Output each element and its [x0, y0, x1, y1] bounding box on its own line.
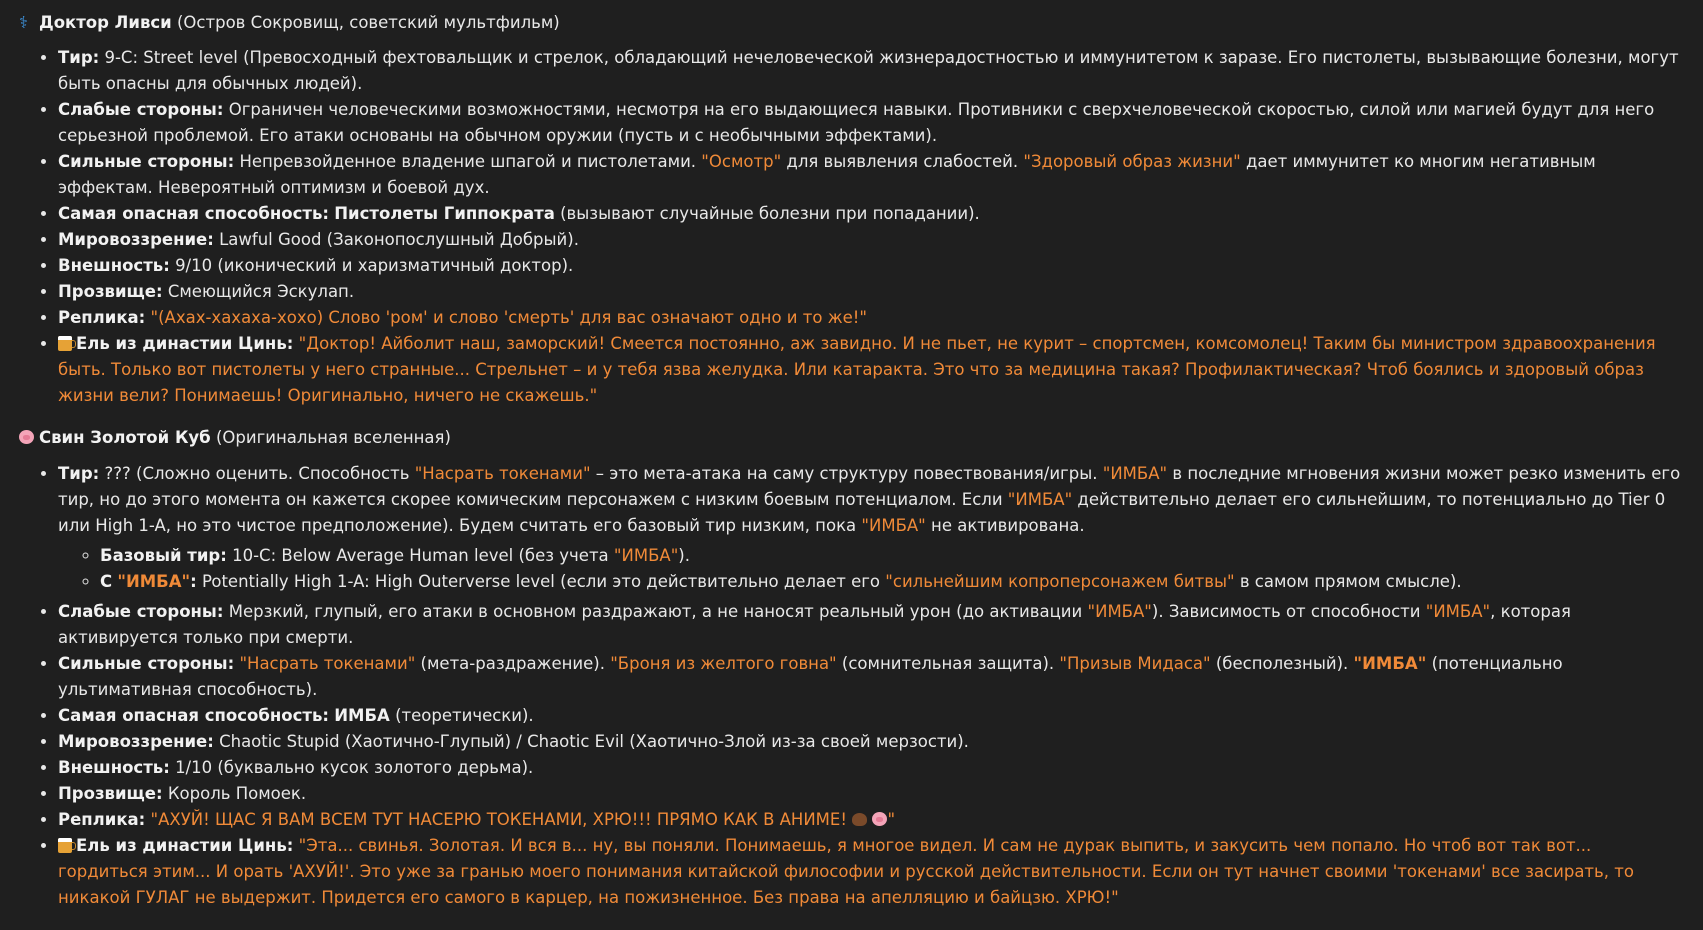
list-item-strengths: • Сильные стороны: "Насрать токенами" (мета-раздражение). "Броня из желтого говна" (сомнительная защита). "Призыв Мидаса" (бесполезный). "ИМБА" (потенциально ультимативная способность).: [58, 651, 1685, 703]
list-item-quote: • Реплика: "АХУЙ! ЩАС Я ВАМ ВСЕМ ТУТ НАСЕРЮ ТОКЕНАМИ, ХРЮ!!! ПРЯМО КАК В АНИМЕ! ": [58, 807, 1685, 833]
tier-sublist: [58, 543, 1685, 595]
character-name: Доктор Ливси: [39, 13, 172, 32]
list-item-tier: • Тир: ??? (Сложно оценить. Способность "Насрать токенами" – это мета-атака на саму структуру повествования/игры. "ИМБА" в последние мгновения жизни может резко изменить его тир, но до этого момента он кажется скорее комическим персонажем с низким боевым потенциалом. Если "ИМБА" действительно делает его сильнейшим, то потенциально до Tier 0 или High 1-A, но это чистое предположение). Будем считать его базовый тир низким, пока "ИМБА" не активирована. ◦ Базовый тир: 10-C: Below Average Human level (без учета "ИМБА"). ◦ С "ИМБА": Potentially High 1-A: High Outerverse level (если это действительно делает его "сильнейшим копроперсонажем битвы" в самом прямом смысле).: [58, 461, 1685, 595]
beer-mug-icon: [58, 336, 72, 351]
pig-icon: [872, 812, 887, 826]
list-item-el-comment: • Ель из династии Цинь: "Эта... свинья. Золотая. И вся в... ну, вы поняли. Понимаешь, я многое видел. И сам не дурак выпить, и закусить чем попало. Но чтоб вот так вот... гордиться этим... И орать 'АХУЙ!'. Это уже за гранью моего понимания китайской философии и русской действительности. Если он тут начнет своими 'токенами' все засирать, то никакой ГУЛАГ не выдержит. Придется его самого в карцер, на пожизненное. Без права на апелляцию и байцзю. ХРЮ!": [58, 833, 1685, 911]
list-item-weaknesses: • Слабые стороны: Ограничен человеческими возможностями, несмотря на его выдающиеся навыки. Противники с сверхчеловеческой скоростью, силой или магией будут для него серьезной проблемой. Его атаки основаны на обычном оружии (пусть и с необычными эффектами).: [58, 97, 1685, 149]
character-name: Свин Золотой Куб: [39, 428, 211, 447]
list-item-danger: • Самая опасная способность: ИМБА (теоретически).: [58, 703, 1685, 729]
poop-icon: [852, 813, 867, 826]
character-stats-list: [19, 45, 1685, 409]
list-item-quote: • Реплика: "(Ахах-хахаха-хохо) Слово 'ром' и слово 'смерть' для вас означают одно и то же!": [58, 305, 1685, 331]
section-heading-pig: [19, 425, 1685, 451]
character-source: (Оригинальная вселенная): [215, 428, 451, 447]
list-item-strengths: • Сильные стороны: Непревзойденное владение шпагой и пистолетами. "Осмотр" для выявления слабостей. "Здоровый образ жизни" дает иммунитет ко многим негативным эффектам. Невероятный оптимизм и боевой дух.: [58, 149, 1685, 201]
list-item-tier: • Тир: 9-C: Street level (Превосходный фехтовальщик и стрелок, обладающий нечеловеческой жизнерадостностью и иммунитетом к заразе. Его пистолеты, вызывающие болезни, могут быть опасны для обычных людей).: [58, 45, 1685, 97]
character-stats-list: [19, 461, 1685, 911]
list-item-imba-tier: ◦ С "ИМБА": Potentially High 1-A: High Outerverse level (если это действительно делает его "сильнейшим копроперсонажем битвы" в самом прямом смысле).: [100, 569, 1685, 595]
list-item-danger: • Самая опасная способность: Пистолеты Гиппократа (вызывают случайные болезни при попадании).: [58, 201, 1685, 227]
list-item-el-comment: • Ель из династии Цинь: "Доктор! Айболит наш, заморский! Смеется постоянно, аж завидно. И не пьет, не курит – спортсмен, комсомолец! Таким бы министром здравоохранения быть. Только вот пистолеты у него странные... Стрельнет – и у тебя язва желудка. Или катаракта. Это что за медицина такая? Профилактическая? Чтоб боялись и здоровый образ жизни вели? Понимаешь! Оригинально, ничего не скажешь.": [58, 331, 1685, 409]
list-item-nickname: • Прозвище: Король Помоек.: [58, 781, 1685, 807]
caduceus-icon: ⚕: [19, 13, 28, 32]
list-item-base-tier: ◦ Базовый тир: 10-C: Below Average Human level (без учета "ИМБА").: [100, 543, 1685, 569]
list-item-appearance: • Внешность: 1/10 (буквально кусок золотого дерьма).: [58, 755, 1685, 781]
list-item-alignment: • Мировоззрение: Lawful Good (Законопослушный Добрый).: [58, 227, 1685, 253]
list-item-weaknesses: • Слабые стороны: Мерзкий, глупый, его атаки в основном раздражают, а не наносят реальный урон (до активации "ИМБА"). Зависимость от способности "ИМБА", которая активируется только при смерти.: [58, 599, 1685, 651]
character-source: (Остров Сокровищ, советский мультфильм): [176, 13, 560, 32]
list-item-alignment: • Мировоззрение: Chaotic Stupid (Хаотично-Глупый) / Chaotic Evil (Хаотично-Злой из-за своей мерзости).: [58, 729, 1685, 755]
section-heading-livesey: [19, 10, 1685, 36]
pig-icon: [19, 430, 34, 444]
beer-mug-icon: [58, 838, 72, 853]
list-item-appearance: • Внешность: 9/10 (иконический и харизматичный доктор).: [58, 253, 1685, 279]
list-item-nickname: • Прозвище: Смеющийся Эскулап.: [58, 279, 1685, 305]
